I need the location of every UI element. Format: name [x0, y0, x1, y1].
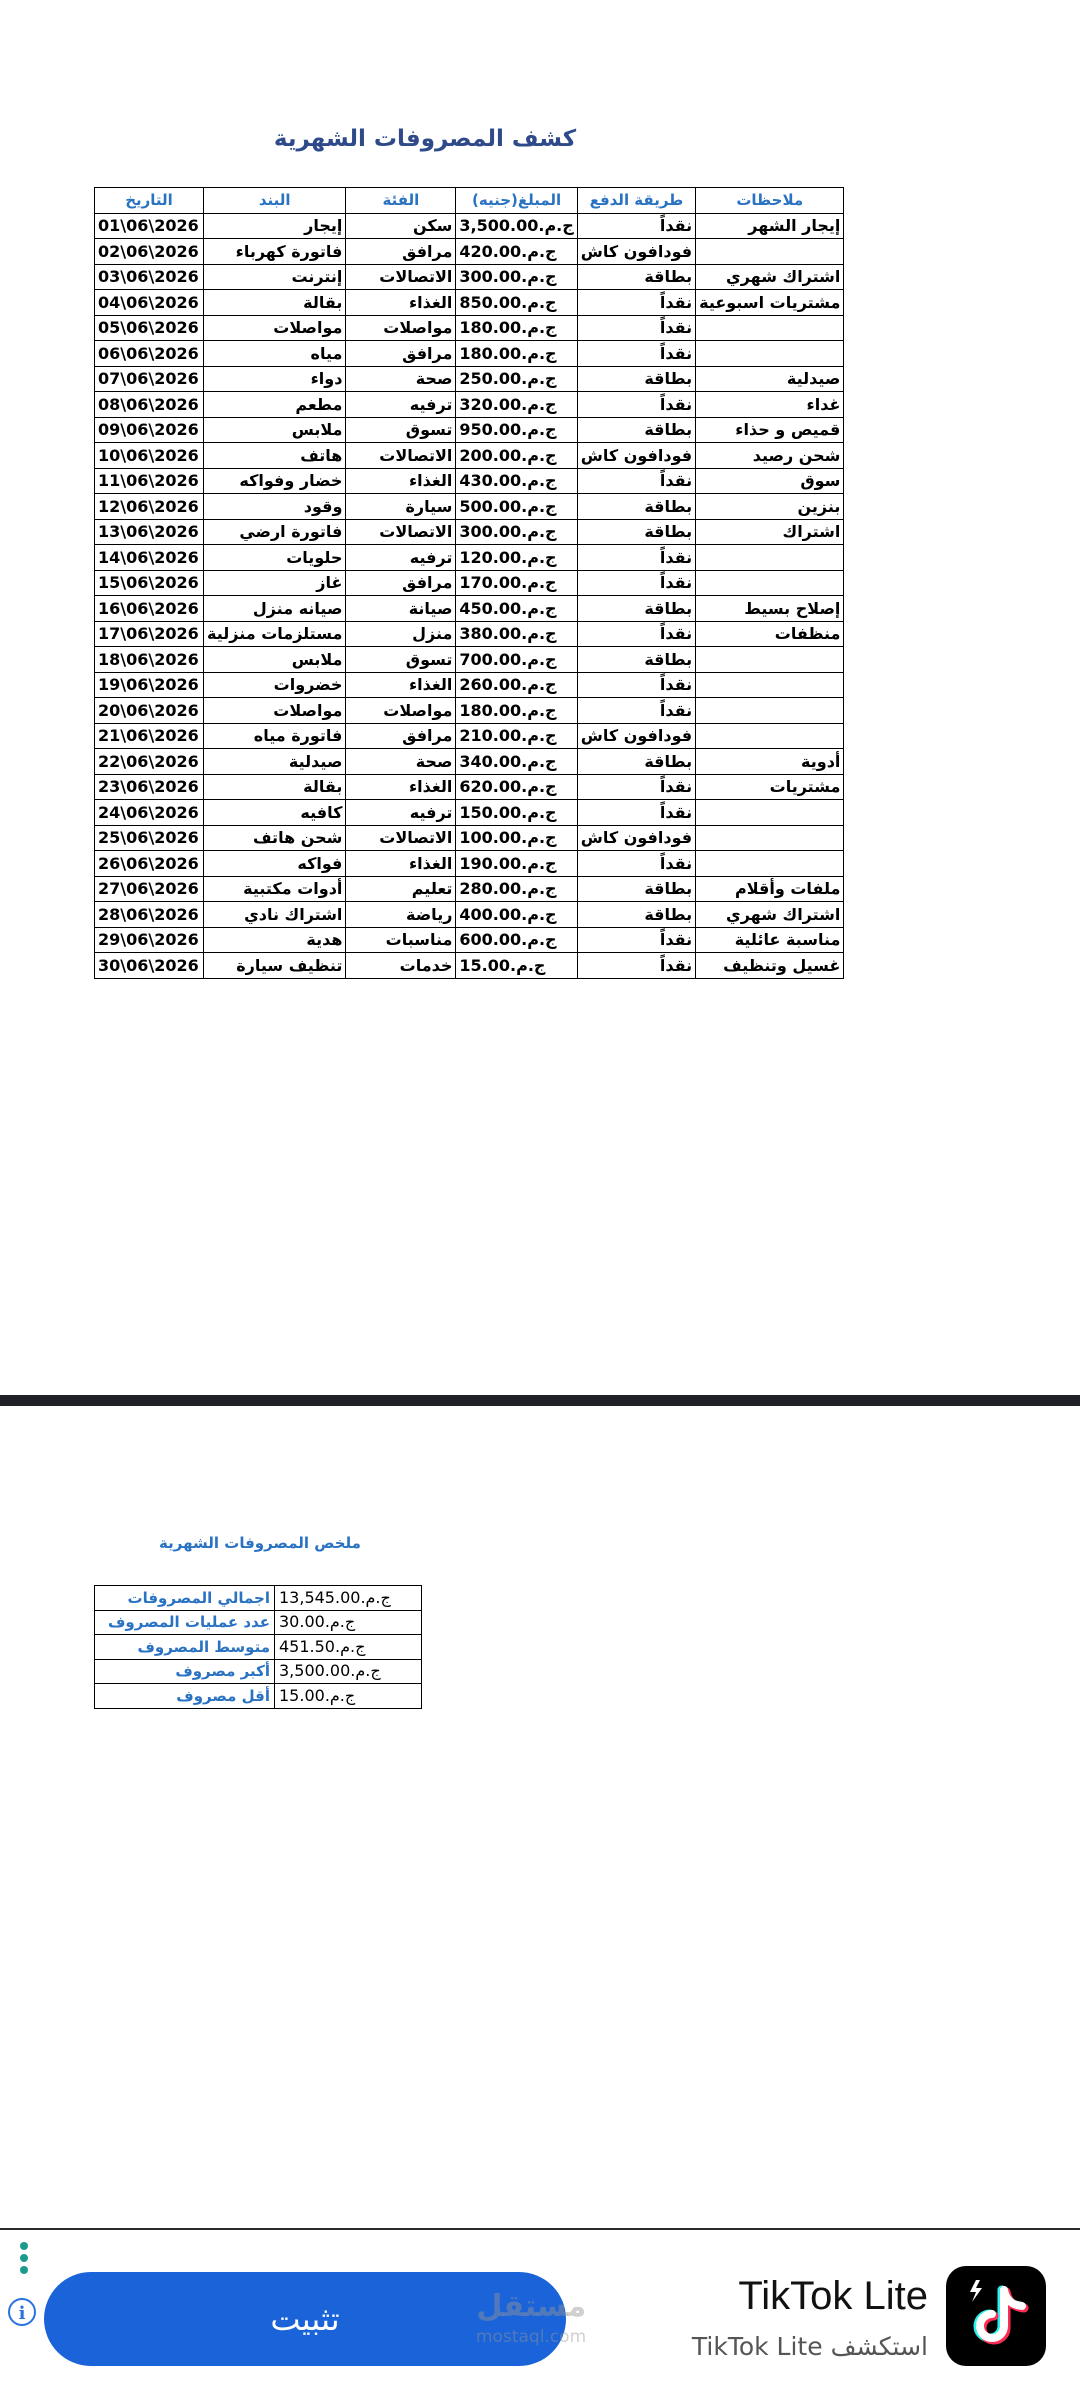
cell-notes: شحن رصيد	[696, 443, 844, 469]
cell-category: سكن	[346, 213, 456, 239]
table-row	[95, 902, 844, 928]
cell-date: 20\06\2026	[95, 698, 204, 724]
cell-payment: بطاقة	[577, 417, 695, 443]
cell-notes	[696, 545, 844, 571]
cell-item: أدوات مكتبية	[204, 876, 346, 902]
cell-amount: ج.م.3,500.00	[456, 213, 577, 239]
app-subtitle: استكشف TikTok Lite	[691, 2332, 928, 2361]
summary-label: عدد عمليات المصروف	[95, 1610, 275, 1635]
cell-item: صيدلية	[204, 749, 346, 775]
cell-payment: فودافون كاش	[577, 825, 695, 851]
table-row	[95, 570, 844, 596]
summary-value: ج.م.13,545.00	[275, 1586, 422, 1611]
cell-payment: نقداً	[577, 800, 695, 826]
cell-category: ترفيه	[346, 545, 456, 571]
table-row	[95, 519, 844, 545]
cell-category: صحة	[346, 749, 456, 775]
cell-notes	[696, 647, 844, 673]
table-row	[95, 647, 844, 673]
cell-notes: اشتراك	[696, 519, 844, 545]
cell-date: 26\06\2026	[95, 851, 204, 877]
cell-payment: بطاقة	[577, 494, 695, 520]
cell-notes: اشتراك شهري	[696, 264, 844, 290]
cell-amount: ج.م.300.00	[456, 264, 577, 290]
cell-item: مواصلات	[204, 698, 346, 724]
cell-amount: ج.م.15.00	[456, 953, 577, 979]
cell-payment: بطاقة	[577, 647, 695, 673]
cell-item: دواء	[204, 366, 346, 392]
cell-item: هدية	[204, 927, 346, 953]
header-notes: ملاحظات	[696, 188, 844, 214]
header-payment: طريقة الدفع	[577, 188, 695, 214]
cell-category: الاتصالات	[346, 443, 456, 469]
cell-category: مناسبات	[346, 927, 456, 953]
summary-label: أكبر مصروف	[95, 1659, 275, 1684]
table-row	[95, 264, 844, 290]
cell-amount: ج.م.430.00	[456, 468, 577, 494]
cell-notes: إيجار الشهر	[696, 213, 844, 239]
cell-item: إنترنت	[204, 264, 346, 290]
table-row	[95, 621, 844, 647]
cell-date: 03\06\2026	[95, 264, 204, 290]
cell-item: ملابس	[204, 417, 346, 443]
cell-item: فاتورة مياه	[204, 723, 346, 749]
app-install-banner[interactable]	[0, 2228, 1080, 2402]
cell-amount: ج.م.100.00	[456, 825, 577, 851]
cell-payment: نقداً	[577, 774, 695, 800]
cell-item: مستلزمات منزلية	[204, 621, 346, 647]
cell-payment: نقداً	[577, 468, 695, 494]
cell-notes	[696, 825, 844, 851]
cell-notes	[696, 851, 844, 877]
cell-payment: نقداً	[577, 392, 695, 418]
table-row	[95, 213, 844, 239]
cell-notes: غسيل وتنظيف	[696, 953, 844, 979]
app-name: TikTok Lite	[738, 2274, 928, 2318]
cell-notes	[696, 341, 844, 367]
cell-date: 28\06\2026	[95, 902, 204, 928]
cell-amount: ج.م.260.00	[456, 672, 577, 698]
cell-amount: ج.م.180.00	[456, 315, 577, 341]
cell-notes: مشتريات	[696, 774, 844, 800]
cell-category: تسوق	[346, 647, 456, 673]
cell-date: 01\06\2026	[95, 213, 204, 239]
cell-date: 05\06\2026	[95, 315, 204, 341]
cell-date: 12\06\2026	[95, 494, 204, 520]
cell-item: إيجار	[204, 213, 346, 239]
cell-amount: ج.م.950.00	[456, 417, 577, 443]
cell-date: 22\06\2026	[95, 749, 204, 775]
summary-label: اجمالي المصروفات	[95, 1586, 275, 1611]
page-divider	[0, 1395, 1080, 1406]
table-row	[95, 494, 844, 520]
cell-payment: فودافون كاش	[577, 723, 695, 749]
cell-amount: ج.م.380.00	[456, 621, 577, 647]
cell-payment: نقداً	[577, 672, 695, 698]
cell-notes: ملفات وأقلام	[696, 876, 844, 902]
cell-category: الغذاء	[346, 672, 456, 698]
cell-payment: فودافون كاش	[577, 239, 695, 265]
summary-row	[95, 1635, 422, 1660]
cell-date: 14\06\2026	[95, 545, 204, 571]
cell-item: خضروات	[204, 672, 346, 698]
table-row	[95, 341, 844, 367]
cell-payment: نقداً	[577, 341, 695, 367]
summary-label: أقل مصروف	[95, 1684, 275, 1709]
cell-amount: ج.م.170.00	[456, 570, 577, 596]
cell-payment: بطاقة	[577, 596, 695, 622]
cell-category: مواصلات	[346, 698, 456, 724]
summary-row	[95, 1659, 422, 1684]
watermark: مستقل mostaql.com	[476, 2289, 587, 2347]
cell-date: 04\06\2026	[95, 290, 204, 316]
cell-category: سيارة	[346, 494, 456, 520]
cell-payment: بطاقة	[577, 519, 695, 545]
table-row	[95, 290, 844, 316]
cell-payment: نقداً	[577, 570, 695, 596]
cell-date: 17\06\2026	[95, 621, 204, 647]
cell-item: مواصلات	[204, 315, 346, 341]
info-icon[interactable]: i	[8, 2298, 36, 2326]
table-row	[95, 953, 844, 979]
summary-value: ج.م.15.00	[275, 1684, 422, 1709]
cell-notes: قميص و حذاء	[696, 417, 844, 443]
cell-notes	[696, 315, 844, 341]
cell-item: وقود	[204, 494, 346, 520]
cell-item: ملابس	[204, 647, 346, 673]
cell-payment: فودافون كاش	[577, 443, 695, 469]
table-row	[95, 315, 844, 341]
cell-amount: ج.م.850.00	[456, 290, 577, 316]
cell-date: 16\06\2026	[95, 596, 204, 622]
cell-item: هاتف	[204, 443, 346, 469]
sheet-title: كشف المصروفات الشهرية	[273, 126, 577, 152]
cell-item: خضار وفواكه	[204, 468, 346, 494]
cell-amount: ج.م.600.00	[456, 927, 577, 953]
cell-item: مياه	[204, 341, 346, 367]
tiktok-icon[interactable]	[946, 2266, 1046, 2366]
cell-payment: نقداً	[577, 851, 695, 877]
cell-category: صيانة	[346, 596, 456, 622]
cell-payment: نقداً	[577, 953, 695, 979]
cell-date: 27\06\2026	[95, 876, 204, 902]
cell-category: الاتصالات	[346, 519, 456, 545]
header-date: التاريخ	[95, 188, 204, 214]
cell-category: ترفيه	[346, 392, 456, 418]
summary-row	[95, 1610, 422, 1635]
cell-category: الغذاء	[346, 468, 456, 494]
cell-date: 21\06\2026	[95, 723, 204, 749]
cell-notes	[696, 239, 844, 265]
cell-notes: غداء	[696, 392, 844, 418]
cell-notes	[696, 672, 844, 698]
cell-amount: ج.م.210.00	[456, 723, 577, 749]
cell-amount: ج.م.500.00	[456, 494, 577, 520]
table-row	[95, 443, 844, 469]
table-row	[95, 800, 844, 826]
cell-notes: إصلاح بسيط	[696, 596, 844, 622]
cell-category: مواصلات	[346, 315, 456, 341]
cell-item: صيانه منزل	[204, 596, 346, 622]
cell-date: 29\06\2026	[95, 927, 204, 953]
cell-payment: نقداً	[577, 927, 695, 953]
cell-item: بقالة	[204, 774, 346, 800]
cell-notes: بنزين	[696, 494, 844, 520]
table-row	[95, 417, 844, 443]
cell-notes: مشتريات اسبوعية	[696, 290, 844, 316]
cell-item: فواكه	[204, 851, 346, 877]
cell-category: الغذاء	[346, 290, 456, 316]
install-button[interactable]: تثبيت	[44, 2272, 566, 2366]
cell-category: رياضة	[346, 902, 456, 928]
cell-payment: بطاقة	[577, 749, 695, 775]
cell-category: خدمات	[346, 953, 456, 979]
cell-amount: ج.م.120.00	[456, 545, 577, 571]
table-row	[95, 239, 844, 265]
table-row	[95, 698, 844, 724]
cell-date: 08\06\2026	[95, 392, 204, 418]
table-row	[95, 851, 844, 877]
cell-amount: ج.م.180.00	[456, 341, 577, 367]
cell-amount: ج.م.190.00	[456, 851, 577, 877]
cell-date: 07\06\2026	[95, 366, 204, 392]
cell-category: مرافق	[346, 570, 456, 596]
cell-notes: اشتراك شهري	[696, 902, 844, 928]
table-row	[95, 545, 844, 571]
cell-category: ترفيه	[346, 800, 456, 826]
cell-item: غاز	[204, 570, 346, 596]
table-row	[95, 825, 844, 851]
header-item: البند	[204, 188, 346, 214]
cell-date: 15\06\2026	[95, 570, 204, 596]
cell-payment: نقداً	[577, 213, 695, 239]
cell-amount: ج.م.450.00	[456, 596, 577, 622]
table-row	[95, 468, 844, 494]
cell-amount: ج.م.300.00	[456, 519, 577, 545]
header-category: الفئة	[346, 188, 456, 214]
cell-amount: ج.م.250.00	[456, 366, 577, 392]
menu-dots-icon[interactable]	[18, 2242, 30, 2278]
cell-notes	[696, 723, 844, 749]
cell-item: مطعم	[204, 392, 346, 418]
cell-category: تعليم	[346, 876, 456, 902]
cell-category: منزل	[346, 621, 456, 647]
cell-date: 24\06\2026	[95, 800, 204, 826]
cell-item: فاتورة كهرباء	[204, 239, 346, 265]
cell-date: 18\06\2026	[95, 647, 204, 673]
summary-value: ج.م.30.00	[275, 1610, 422, 1635]
cell-payment: بطاقة	[577, 366, 695, 392]
cell-amount: ج.م.700.00	[456, 647, 577, 673]
cell-amount: ج.م.620.00	[456, 774, 577, 800]
summary-label: متوسط المصروف	[95, 1635, 275, 1660]
cell-item: حلويات	[204, 545, 346, 571]
cell-date: 23\06\2026	[95, 774, 204, 800]
cell-item: تنظيف سيارة	[204, 953, 346, 979]
cell-notes	[696, 570, 844, 596]
table-row	[95, 392, 844, 418]
summary-row	[95, 1586, 422, 1611]
cell-item: شحن هاتف	[204, 825, 346, 851]
cell-date: 25\06\2026	[95, 825, 204, 851]
cell-amount: ج.م.320.00	[456, 392, 577, 418]
cell-date: 19\06\2026	[95, 672, 204, 698]
table-header-row	[95, 188, 844, 214]
table-row	[95, 749, 844, 775]
cell-date: 30\06\2026	[95, 953, 204, 979]
cell-amount: ج.م.150.00	[456, 800, 577, 826]
expenses-table	[94, 187, 844, 979]
cell-category: مرافق	[346, 723, 456, 749]
cell-notes: مناسبة عائلية	[696, 927, 844, 953]
cell-payment: نقداً	[577, 290, 695, 316]
cell-payment: بطاقة	[577, 264, 695, 290]
header-amount: المبلغ(جنيه)	[456, 188, 577, 214]
cell-category: الغذاء	[346, 774, 456, 800]
cell-item: كافيه	[204, 800, 346, 826]
cell-date: 13\06\2026	[95, 519, 204, 545]
cell-item: فاتورة ارضي	[204, 519, 346, 545]
summary-table	[94, 1585, 422, 1709]
cell-payment: نقداً	[577, 621, 695, 647]
cell-date: 02\06\2026	[95, 239, 204, 265]
cell-payment: نقداً	[577, 545, 695, 571]
cell-amount: ج.م.200.00	[456, 443, 577, 469]
summary-value: ج.م.451.50	[275, 1635, 422, 1660]
cell-payment: بطاقة	[577, 902, 695, 928]
cell-category: تسوق	[346, 417, 456, 443]
cell-notes: سوق	[696, 468, 844, 494]
cell-date: 06\06\2026	[95, 341, 204, 367]
cell-payment: نقداً	[577, 698, 695, 724]
summary-title: ملخص المصروفات الشهرية	[159, 1534, 361, 1552]
table-row	[95, 672, 844, 698]
cell-category: مرافق	[346, 341, 456, 367]
cell-amount: ج.م.420.00	[456, 239, 577, 265]
cell-category: الاتصالات	[346, 264, 456, 290]
cell-item: اشتراك نادي	[204, 902, 346, 928]
cell-date: 10\06\2026	[95, 443, 204, 469]
cell-notes	[696, 698, 844, 724]
cell-category: صحة	[346, 366, 456, 392]
cell-payment: نقداً	[577, 315, 695, 341]
summary-row	[95, 1684, 422, 1709]
cell-notes: أدوية	[696, 749, 844, 775]
cell-category: الغذاء	[346, 851, 456, 877]
cell-amount: ج.م.180.00	[456, 698, 577, 724]
table-row	[95, 774, 844, 800]
cell-notes	[696, 800, 844, 826]
table-row	[95, 876, 844, 902]
table-row	[95, 596, 844, 622]
cell-notes: صيدلية	[696, 366, 844, 392]
cell-item: بقالة	[204, 290, 346, 316]
cell-amount: ج.م.340.00	[456, 749, 577, 775]
cell-amount: ج.م.280.00	[456, 876, 577, 902]
cell-date: 09\06\2026	[95, 417, 204, 443]
cell-amount: ج.م.400.00	[456, 902, 577, 928]
table-row	[95, 723, 844, 749]
cell-category: مرافق	[346, 239, 456, 265]
cell-category: الاتصالات	[346, 825, 456, 851]
table-row	[95, 927, 844, 953]
cell-date: 11\06\2026	[95, 468, 204, 494]
cell-notes: منظفات	[696, 621, 844, 647]
summary-value: ج.م.3,500.00	[275, 1659, 422, 1684]
cell-payment: بطاقة	[577, 876, 695, 902]
table-row	[95, 366, 844, 392]
